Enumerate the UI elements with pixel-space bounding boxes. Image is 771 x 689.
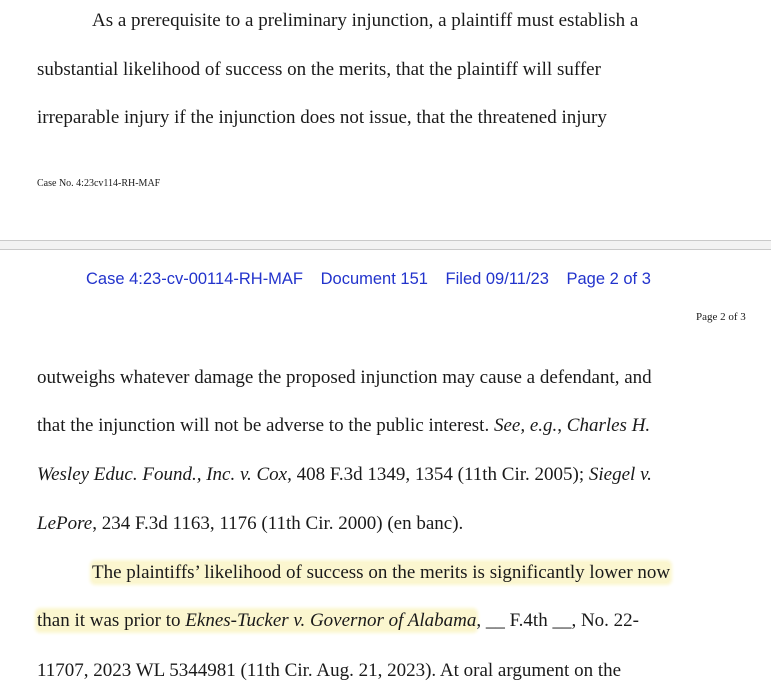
page-label: Page 2 of 3 — [696, 311, 746, 323]
case-name-wesley-part1: Charles H. — [566, 415, 651, 436]
p1-line-3 — [37, 463, 652, 487]
case-name-wesley-part2: Wesley Educ. Found., Inc. v. Cox — [37, 464, 288, 485]
p2-line-2-text: than it was prior to — [37, 610, 186, 631]
highlighted-text-2[interactable] — [37, 610, 476, 631]
signal-see-eg: See, e.g. — [493, 415, 558, 436]
page1-line-1: As a prerequisite to a preliminary injunction, a plaintiff must establish a — [92, 10, 639, 31]
p2-line-1[interactable] — [92, 561, 670, 585]
p1-line-4 — [37, 512, 463, 536]
p1-line-2-text: that the injunction will not be adverse to the public interest. — [37, 415, 494, 436]
p1-line-2 — [37, 414, 650, 438]
highlighted-text-1[interactable]: The plaintiffs’ likelihood of success on the merits is significantly lower now — [92, 562, 671, 583]
footer-case-number: Case No. 4:23cv114-RH-MAF — [37, 178, 161, 189]
case-name-eknes-tucker: Eknes-Tucker v. Governor of Alabama — [185, 610, 477, 631]
ecf-filed-date: Filed 09/11/23 — [445, 270, 549, 288]
page-2 — [0, 250, 771, 689]
page-separator — [0, 240, 771, 250]
case-name-siegel-part1: Siegel v. — [588, 464, 652, 485]
p2-line-2-citation: , __ F.4th __, No. 22- — [476, 610, 640, 631]
p1-line-1: outweighs whatever damage the proposed injunction may cause a defendant, and — [37, 367, 652, 388]
p2-line-2 — [37, 609, 639, 633]
ecf-document-number: Document 151 — [320, 270, 428, 288]
page-1 — [0, 0, 771, 240]
p2-line-3: 11707, 2023 WL 5344981 (11th Cir. Aug. 21, 2023). At oral argument on the — [37, 660, 622, 681]
page1-line-2: substantial likelihood of success on the merits, that the plaintiff will suffer — [37, 59, 601, 80]
ecf-case-number: Case 4:23-cv-00114-RH-MAF — [86, 270, 304, 288]
case-name-siegel-part2: LePore — [37, 513, 93, 534]
ecf-page-count: Page 2 of 3 — [566, 270, 651, 288]
p1-line-4-citation: , 234 F.3d 1163, 1176 (11th Cir. 2000) (en banc). — [92, 513, 464, 534]
p1-line-3-citation: , 408 F.3d 1349, 1354 (11th Cir. 2005); — [287, 464, 589, 485]
ecf-header-stamp — [86, 270, 664, 289]
p1-line-2-comma: , — [557, 415, 567, 436]
page1-line-3: irreparable injury if the injunction does not issue, that the threatened injury — [37, 107, 607, 128]
